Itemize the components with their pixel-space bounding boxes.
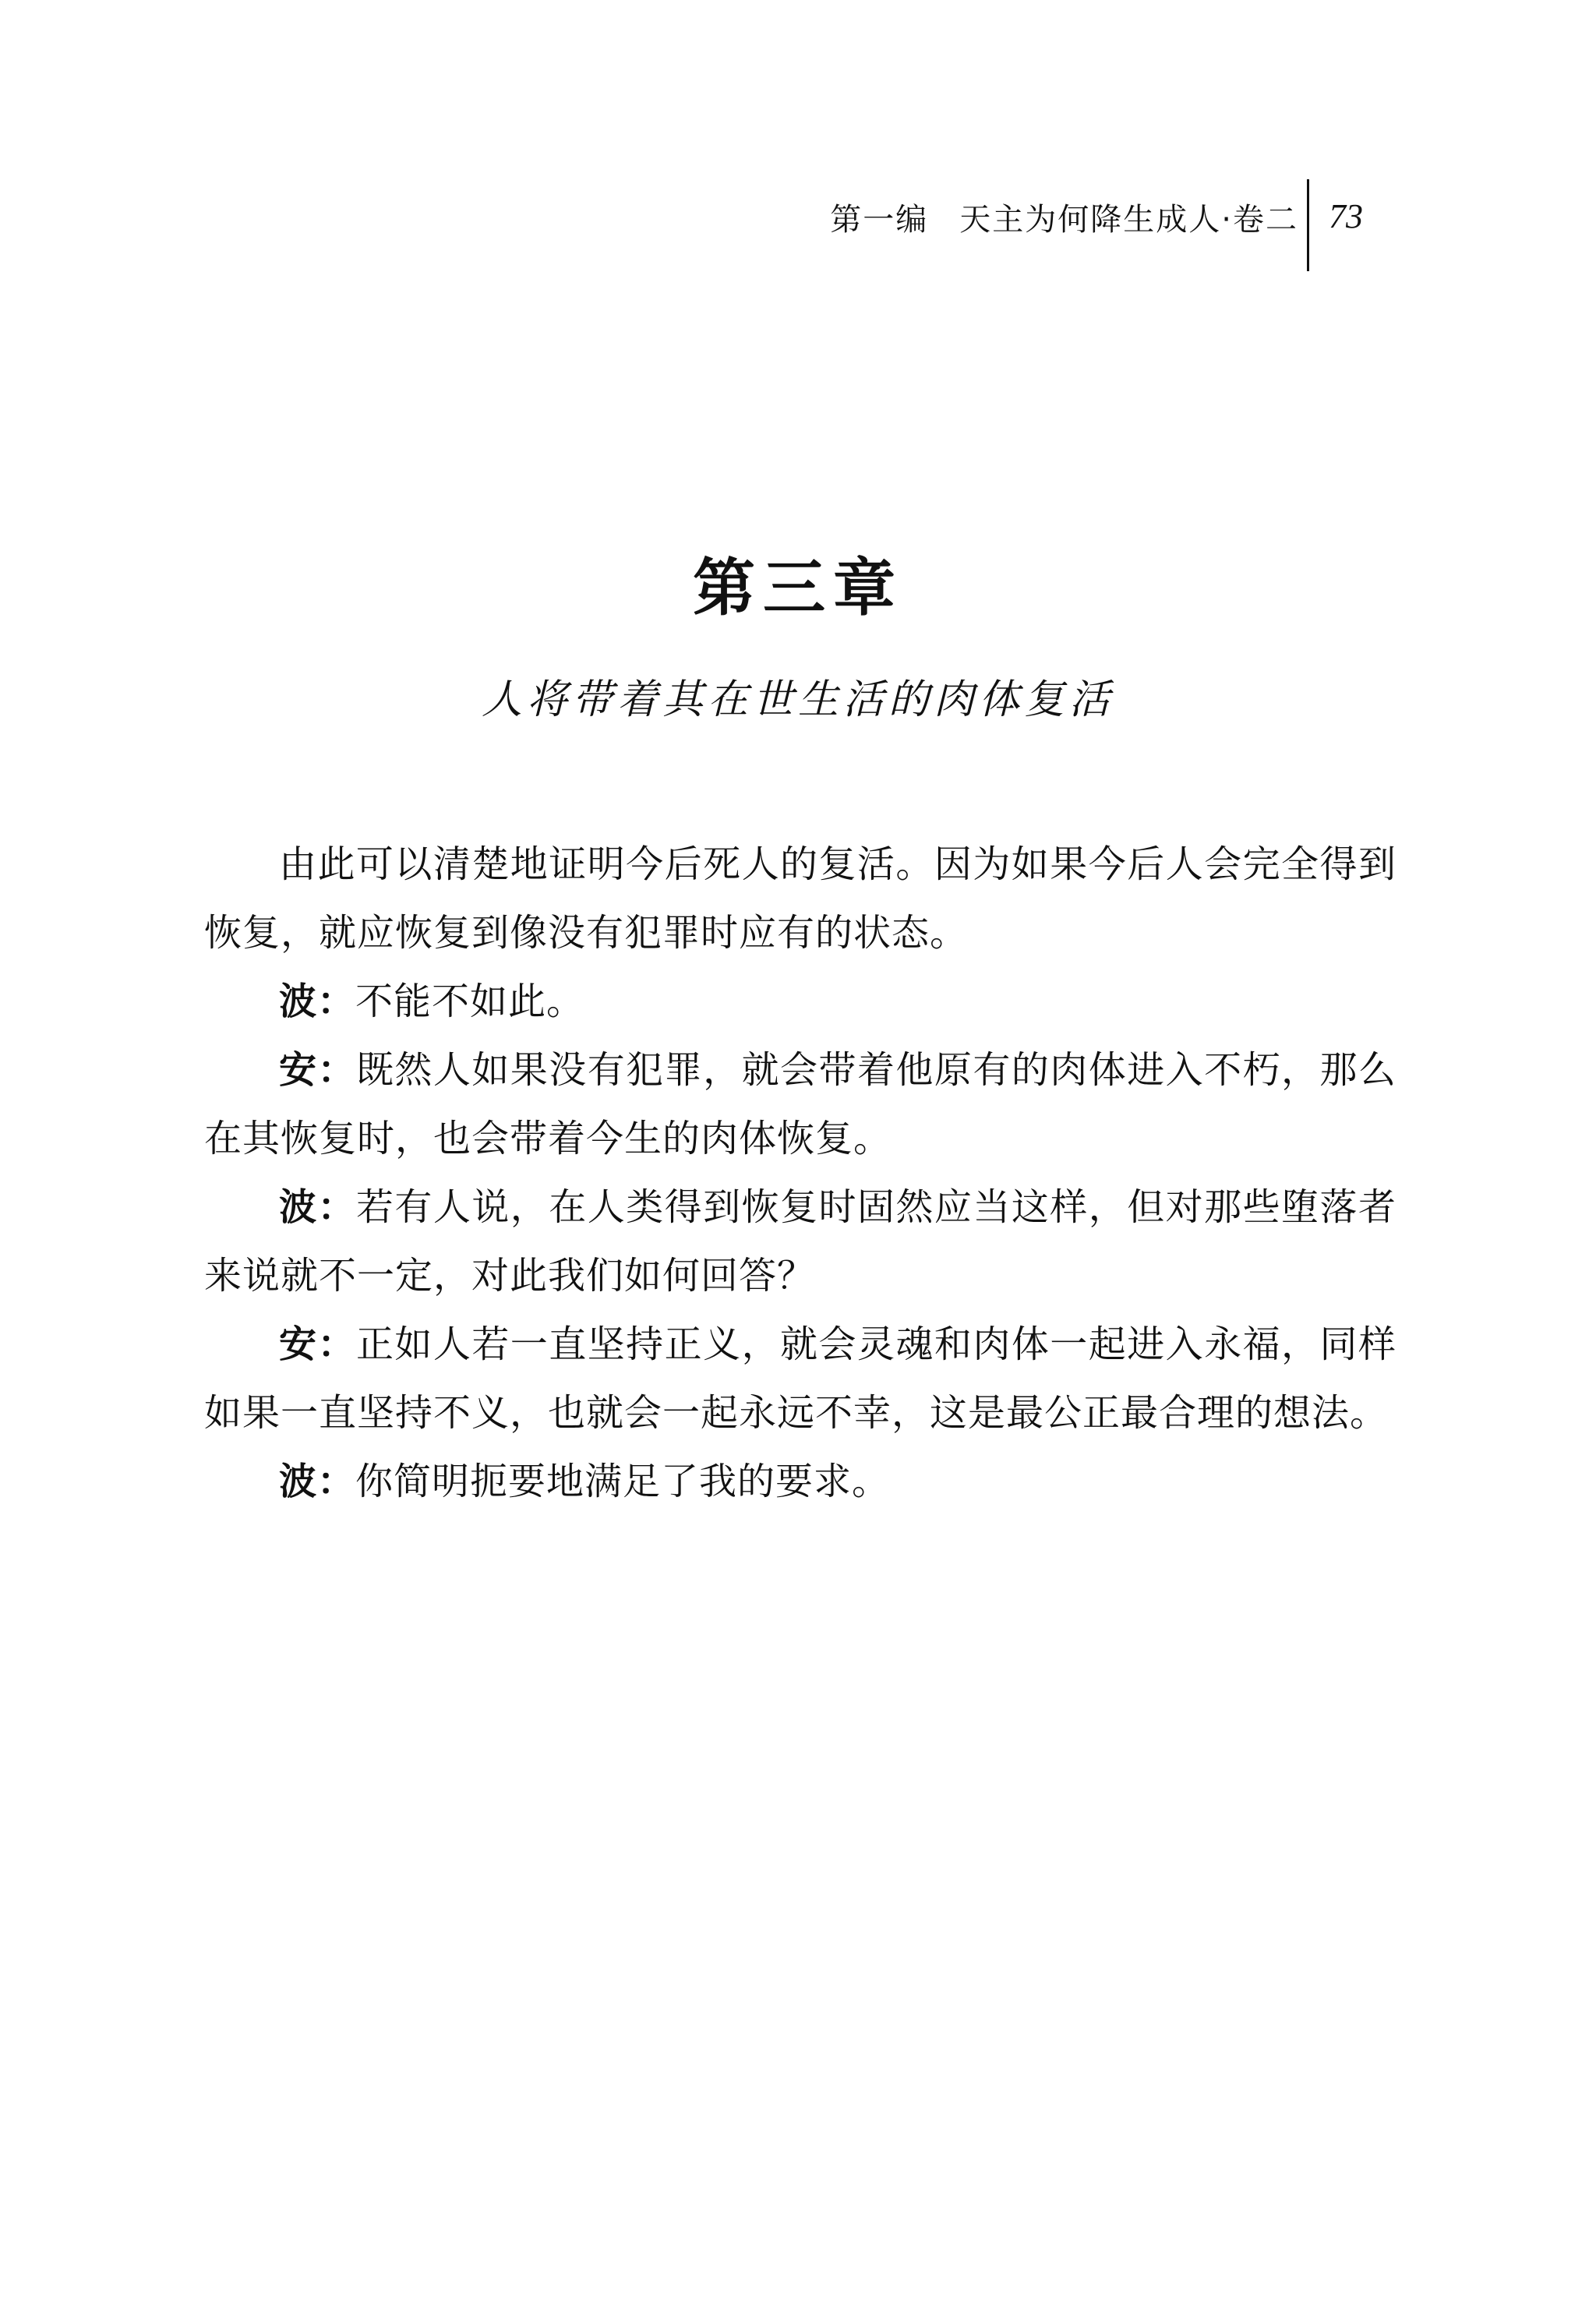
header-book-title: 天主为何降生成人·卷二 (959, 202, 1298, 238)
speaker-label: 波： (279, 980, 356, 1023)
speaker-label: 波： (279, 1460, 356, 1503)
paragraph-text: 你简明扼要地满足了我的要求。 (355, 1460, 891, 1503)
paragraph-text: 若有人说，在人类得到恢复时固然应当这样，但对那些堕落者来说就不一定，对此我们如何回答？ (204, 1185, 1396, 1298)
paragraph (204, 1173, 1396, 1310)
chapter-title: 第三章 (693, 551, 903, 624)
speaker-label: 安： (279, 1322, 356, 1366)
paragraph (204, 1036, 1396, 1173)
speaker-label: 安： (279, 1048, 356, 1092)
header-divider (1307, 179, 1309, 271)
header-title (830, 195, 1298, 239)
paragraph-text: 不能不如此。 (355, 980, 585, 1023)
chapter-subtitle: 人将带着其在世生活的肉体复活 (481, 676, 1114, 723)
paragraph (204, 830, 1396, 967)
page-number: 73 (1329, 197, 1363, 235)
paragraph-text: 既然人如果没有犯罪，就会带着他原有的肉体进入不朽，那么在其恢复时，也会带着今生的肉体恢复。 (204, 1048, 1396, 1160)
body-text (204, 830, 1396, 1516)
paragraph (204, 1447, 1396, 1516)
paragraph-text: 由此可以清楚地证明今后死人的复活。因为如果今后人会完全得到恢复，就应恢复到像没有犯罪时应有的状态。 (204, 842, 1396, 955)
header-part: 第一编 (830, 202, 929, 238)
running-header (0, 179, 1596, 296)
paragraph-text: 正如人若一直坚持正义，就会灵魂和肉体一起进入永福，同样如果一直坚持不义，也就会一起永远不幸，这是最公正最合理的想法。 (204, 1322, 1396, 1435)
paragraph (204, 1310, 1396, 1447)
speaker-label: 波： (279, 1185, 356, 1229)
paragraph (204, 967, 1396, 1036)
